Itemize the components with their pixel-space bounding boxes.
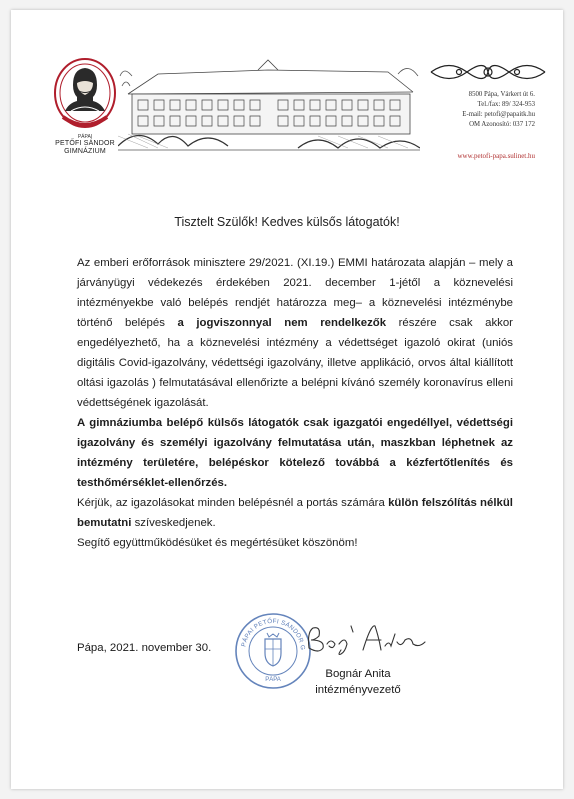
p1-text-b: részére csak akkor engedélyezhető, ha a köznevelési intézmény a védettséget igazoló okirat (uniós digitális Covid-igazolvány, védettségi igazolvány, illetve applikáció, orvos által kiállított oltási igazolás ) felmutatásával ellenőrizte a belépni kívánó személy koronavírus elleni védettségének igazolását. — [77, 317, 513, 409]
om-id: OM Azonosító: 037 172 — [469, 121, 535, 128]
phone: Tel./fax: 89/ 324-953 — [477, 101, 535, 108]
handwritten-signature — [301, 618, 431, 660]
address: 8500 Pápa, Várkert út 6. — [468, 91, 535, 98]
paragraph-2: A gimnáziumba belépő külsős látogatók csak igazgatói engedéllyel, védettségi igazolvány és személyi igazolvány felmutatása után, maszkban léphetnek az intézmény területére, belépéskor kötelező továbbá a kézfertőtlenítés és testhőmérséklet-ellenőrzés. — [77, 417, 513, 489]
paragraph-3 — [77, 493, 513, 533]
paragraph-1 — [77, 253, 513, 413]
greeting: Tisztelt Szülők! Kedves külsős látogatók! — [174, 215, 400, 229]
building-sketch — [118, 56, 420, 152]
school-logo — [49, 55, 121, 135]
p1-text-a: Az emberi erőforrások minisztere 29/2021. (XI.19.) EMMI határozata alapján – mely a járványügyi védekezés érdekében 2021. december 1-jétől a köznevelési intézményekbe való belépés rendjét határozza meg– a köznevelési intézménybe történő belépés — [77, 257, 513, 329]
email: E-mail: petofi@papaitk.hu — [462, 111, 535, 118]
stamp-text: PÁPAI PETŐFI SÁNDOR G — [240, 617, 307, 651]
school-name — [47, 140, 123, 156]
website-link[interactable]: www.petofi-papa.sulinet.hu — [457, 152, 535, 160]
p3-text-b: szíveskedjenek. — [131, 517, 216, 529]
signer-block — [303, 666, 413, 698]
letter-body — [77, 253, 513, 553]
letter-date: Pápa, 2021. november 30. — [77, 642, 212, 654]
letter-page — [11, 10, 563, 789]
signer-title: intézményvezető — [315, 684, 401, 696]
p3-text-a: Kérjük, az igazolásokat minden belépésnél a portás számára — [77, 497, 389, 509]
stamp-city: PÁPA — [265, 677, 281, 683]
paragraph-4: Segítő együttműködésüket és megértésüket köszönöm! — [77, 537, 358, 549]
school-city-label: PÁPAI — [77, 134, 93, 140]
p3-bold: külön felszólítás nélkül bemutatni — [77, 497, 513, 529]
school-name-line1: PETŐFI SÁNDOR — [55, 140, 115, 147]
contact-block — [462, 90, 535, 130]
p1-bold: a jogviszonnyal nem rendelkezők — [177, 317, 387, 329]
signer-name: Bognár Anita — [325, 668, 391, 680]
school-name-line2: GIMNÁZIUM — [64, 148, 106, 155]
decorative-ornament — [429, 57, 547, 87]
svg-text:PÁPAI PETŐFI SÁNDOR GIMNÁZIUM — [233, 611, 306, 651]
